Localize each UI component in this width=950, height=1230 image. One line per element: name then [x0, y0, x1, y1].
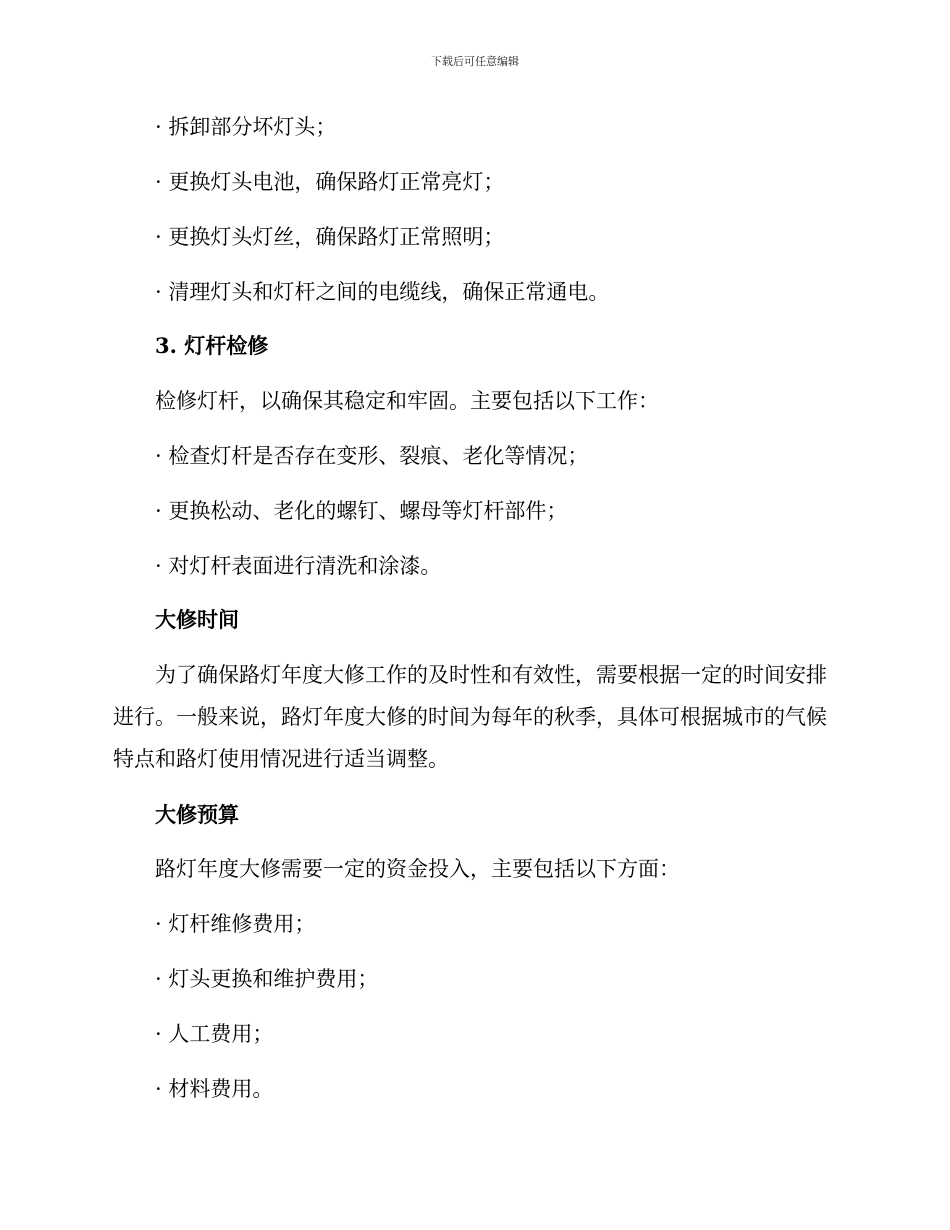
section-heading-repair-time: 大修时间	[155, 607, 239, 632]
budget-intro: 路灯年度大修需要一定的资金投入，主要包括以下方面：	[155, 857, 680, 881]
bullet-clean-cables: · 清理灯头和灯杆之间的电缆线，确保正常通电。	[155, 280, 610, 304]
bullet-labor-cost: · 人工费用；	[155, 1022, 274, 1046]
bullet-clean-paint-pole: · 对灯杆表面进行清洗和涂漆。	[155, 554, 442, 578]
section-heading-pole-repair: 3. 灯杆检修	[155, 333, 269, 358]
bullet-inspect-pole: · 检查灯杆是否存在变形、裂痕、老化等情况；	[155, 444, 589, 468]
bullet-replace-lamp-filament: · 更换灯头灯丝，确保路灯正常照明；	[155, 225, 505, 249]
repair-time-paragraph: 为了确保路灯年度大修工作的及时性和有效性，需要根据一定的时间安排进行。一般来说，路灯年度大修的时间为每年的秋季，具体可根据城市的气候特点和路灯使用情况进行适当调整。	[113, 663, 827, 771]
pole-repair-intro: 检修灯杆，以确保其稳定和牢固。主要包括以下工作：	[155, 389, 659, 413]
bullet-material-cost: · 材料费用。	[155, 1077, 274, 1101]
section-heading-repair-budget: 大修预算	[155, 802, 239, 827]
bullet-remove-bad-lamp-heads: · 拆卸部分坏灯头；	[155, 115, 337, 139]
page-header: 下载后可任意编辑	[431, 55, 519, 68]
bullet-lamp-head-cost: · 灯头更换和维护费用；	[155, 967, 379, 991]
bullet-replace-lamp-battery: · 更换灯头电池，确保路灯正常亮灯；	[155, 170, 505, 194]
bullet-pole-maintenance-cost: · 灯杆维修费用；	[155, 912, 316, 936]
bullet-replace-screws: · 更换松动、老化的螺钉、螺母等灯杆部件；	[155, 499, 568, 523]
